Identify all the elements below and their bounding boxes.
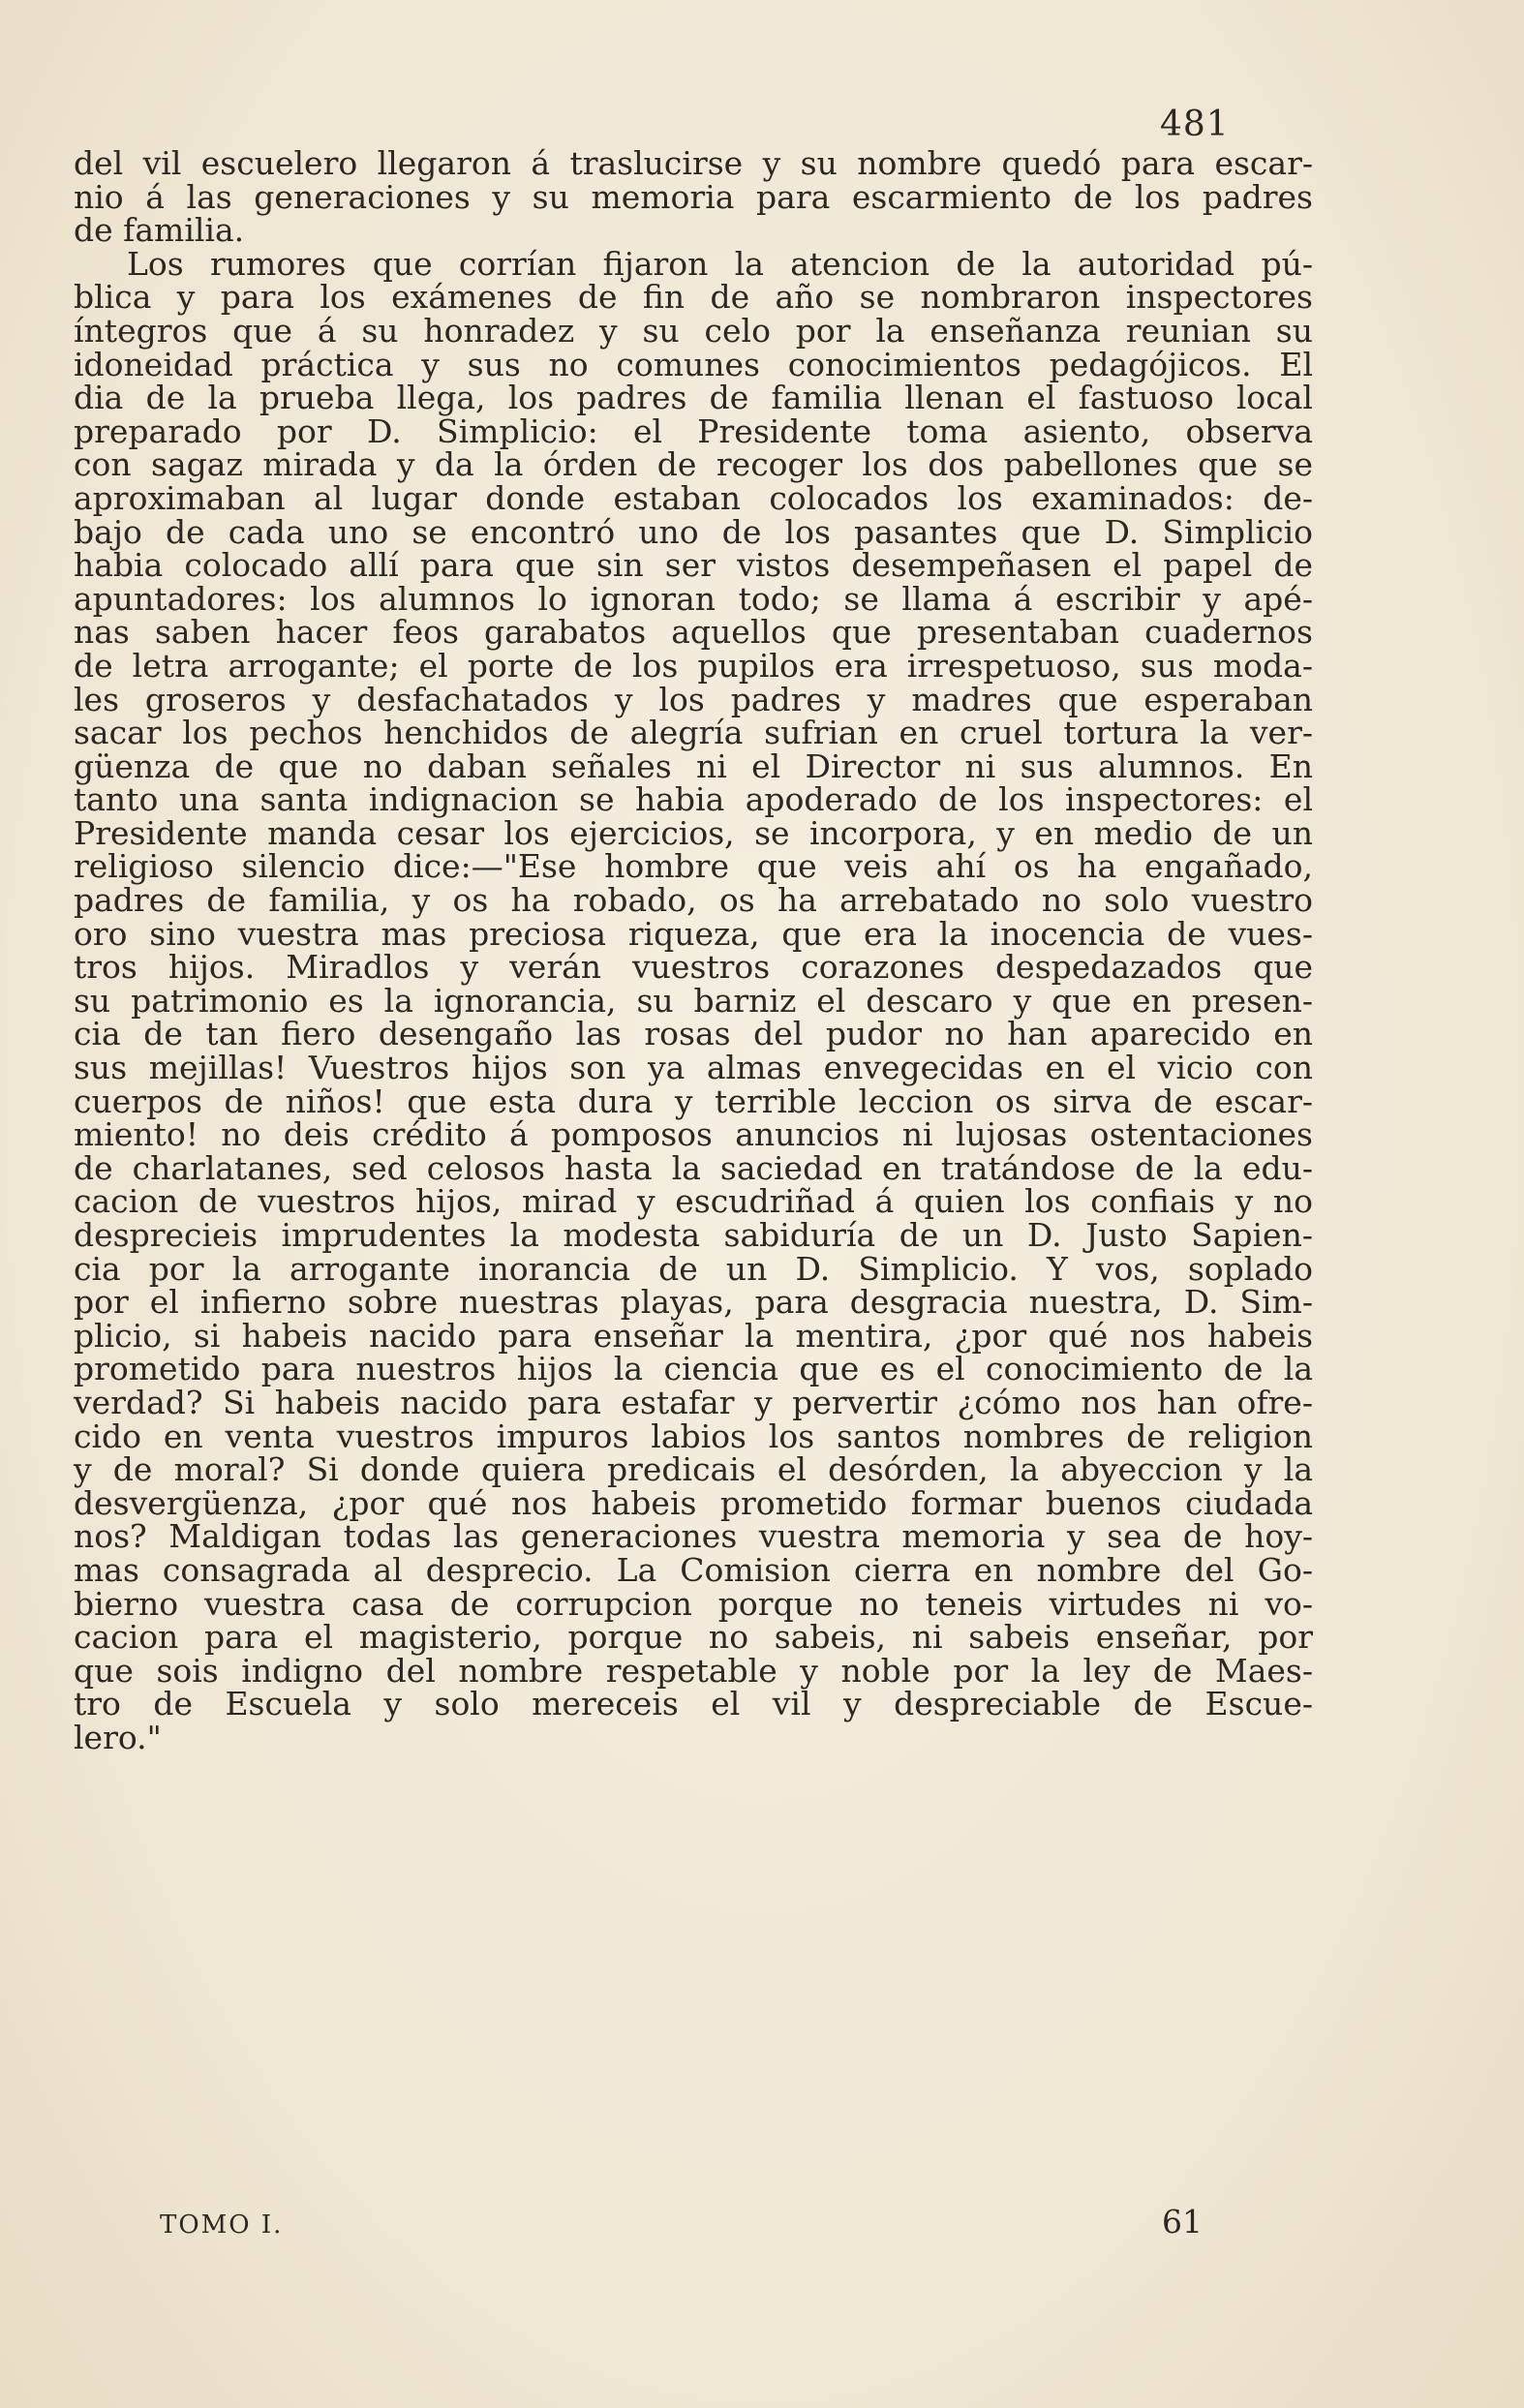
text-line: verdad? Si habeis nacido para estafar y pervertir ¿cómo nos han ofre-: [74, 1383, 1313, 1421]
text-line: cacion para el magisterio, porque no sabeis, ni sabeis enseñar, por: [74, 1618, 1313, 1657]
text-line: sacar los pechos henchidos de alegría sufrian en cruel tortura la ver-: [74, 714, 1313, 752]
text-line: cido en venta vuestros impuros labios los santos nombres de religion: [74, 1417, 1313, 1455]
text-line: del vil escuelero llegaron á traslucirse y su nombre quedó para escar-: [74, 144, 1313, 182]
text-line: bajo de cada uno se encontró uno de los pasantes que D. Simplicio: [74, 512, 1313, 551]
text-line: Los rumores que corrían fijaron la atencion de la autoridad pú-: [127, 244, 1313, 283]
text-line: nio á las generaciones y su memoria para escarmiento de los padres: [74, 177, 1313, 216]
text-line: tros hijos. Miradlos y verán vuestros corazones despedazados que: [74, 948, 1313, 987]
text-line: idoneidad práctica y sus no comunes conocimientos pedagójicos. El: [74, 345, 1313, 383]
text-line: dia de la prueba llega, los padres de familia llenan el fastuoso local: [74, 379, 1313, 417]
text-line: mas consagrada al desprecio. La Comision cierra en nombre del Go-: [74, 1550, 1313, 1589]
text-line: religioso silencio dice:—"Ese hombre que veis ahí os ha engañado,: [74, 847, 1313, 886]
text-line: padres de familia, y os ha robado, os ha arrebatado no solo vuestro: [74, 881, 1313, 920]
text-line: desvergüenza, ¿por qué nos habeis prometido formar buenos ciudada: [74, 1483, 1313, 1522]
text-line: oro sino vuestra mas preciosa riqueza, que era la inocencia de vues-: [74, 914, 1313, 953]
text-line: de familia.: [74, 211, 245, 250]
text-line: cia por la arrogante inorancia de un D. Simplicio. Y vos, soplado: [74, 1249, 1313, 1288]
text-line: desprecieis imprudentes la modesta sabiduría de un D. Justo Sapien-: [74, 1216, 1313, 1254]
page-footer: [0, 2203, 1524, 2249]
text-line: tanto una santa indignacion se habia apoderado de los inspectores: el: [74, 780, 1313, 819]
text-line: lero.": [74, 1718, 162, 1756]
text-line: íntegros que á su honradez y su celo por la enseñanza reunian su: [74, 311, 1313, 350]
volume-signature: TOMO I.: [160, 2210, 284, 2240]
text-line: sus mejillas! Vuestros hijos son ya almas envegecidas en el vicio con: [74, 1049, 1313, 1087]
text-line: su patrimonio es la ignorancia, su barniz el descaro y que en presen-: [74, 981, 1313, 1020]
text-line: con sagaz mirada y da la órden de recoger los dos pabellones que se: [74, 445, 1313, 484]
text-line: habia colocado allí para que sin ser vistos desempeñasen el papel de: [74, 546, 1313, 585]
text-line: de letra arrogante; el porte de los pupilos era irrespetuoso, sus moda-: [74, 646, 1313, 685]
page-number: 481: [1160, 105, 1230, 144]
text-line: cacion de vuestros hijos, mirad y escudriñad á quien los confiais y no: [74, 1182, 1313, 1221]
text-line: Presidente manda cesar los ejercicios, se incorpora, y en medio de un: [74, 813, 1313, 852]
text-line: apuntadores: los alumnos lo ignoran todo; se llama á escribir y apé-: [74, 579, 1313, 618]
text-line: aproximaban al lugar donde estaban colocados los examinados: de-: [74, 478, 1313, 517]
text-line: que sois indigno del nombre respetable y noble por la ley de Maes-: [74, 1651, 1313, 1690]
text-line: de charlatanes, sed celosos hasta la saciedad en tratándose de la edu-: [74, 1148, 1313, 1187]
text-line: cuerpos de niños! que esta dura y terrible leccion os sirva de escar-: [74, 1082, 1313, 1120]
text-line: prometido para nuestros hijos la ciencia que es el conocimiento de la: [74, 1350, 1313, 1388]
text-line: cia de tan fiero desengaño las rosas del pudor no han aparecido en: [74, 1015, 1313, 1053]
text-line: les groseros y desfachatados y los padres y madres que esperaban: [74, 680, 1313, 718]
text-line: plicio, si habeis nacido para enseñar la mentira, ¿por qué nos habeis: [74, 1316, 1313, 1355]
text-line: y de moral? Si donde quiera predicais el desórden, la abyeccion y la: [74, 1450, 1313, 1489]
body-text: [74, 144, 1313, 1756]
text-line: tro de Escuela y solo mereceis el vil y despreciable de Escue-: [74, 1685, 1313, 1723]
text-line: miento! no deis crédito á pomposos anuncios ni lujosas ostentaciones: [74, 1115, 1313, 1154]
text-line: nos? Maldigan todas las generaciones vuestra memoria y sea de hoy-: [74, 1517, 1313, 1556]
text-line: preparado por D. Simplicio: el Presidente toma asiento, observa: [74, 411, 1313, 450]
text-line: blica y para los exámenes de fin de año se nombraron inspectores: [74, 278, 1313, 317]
sheet-number: 61: [1162, 2203, 1203, 2240]
text-line: güenza de que no daban señales ni el Director ni sus alumnos. En: [74, 747, 1313, 785]
text-line: nas saben hacer feos garabatos aquellos que presentaban cuadernos: [74, 613, 1313, 652]
text-line: por el infierno sobre nuestras playas, para desgracia nuestra, D. Sim-: [74, 1283, 1313, 1322]
text-line: bierno vuestra casa de corrupcion porque no teneis virtudes ni vo-: [74, 1584, 1313, 1623]
